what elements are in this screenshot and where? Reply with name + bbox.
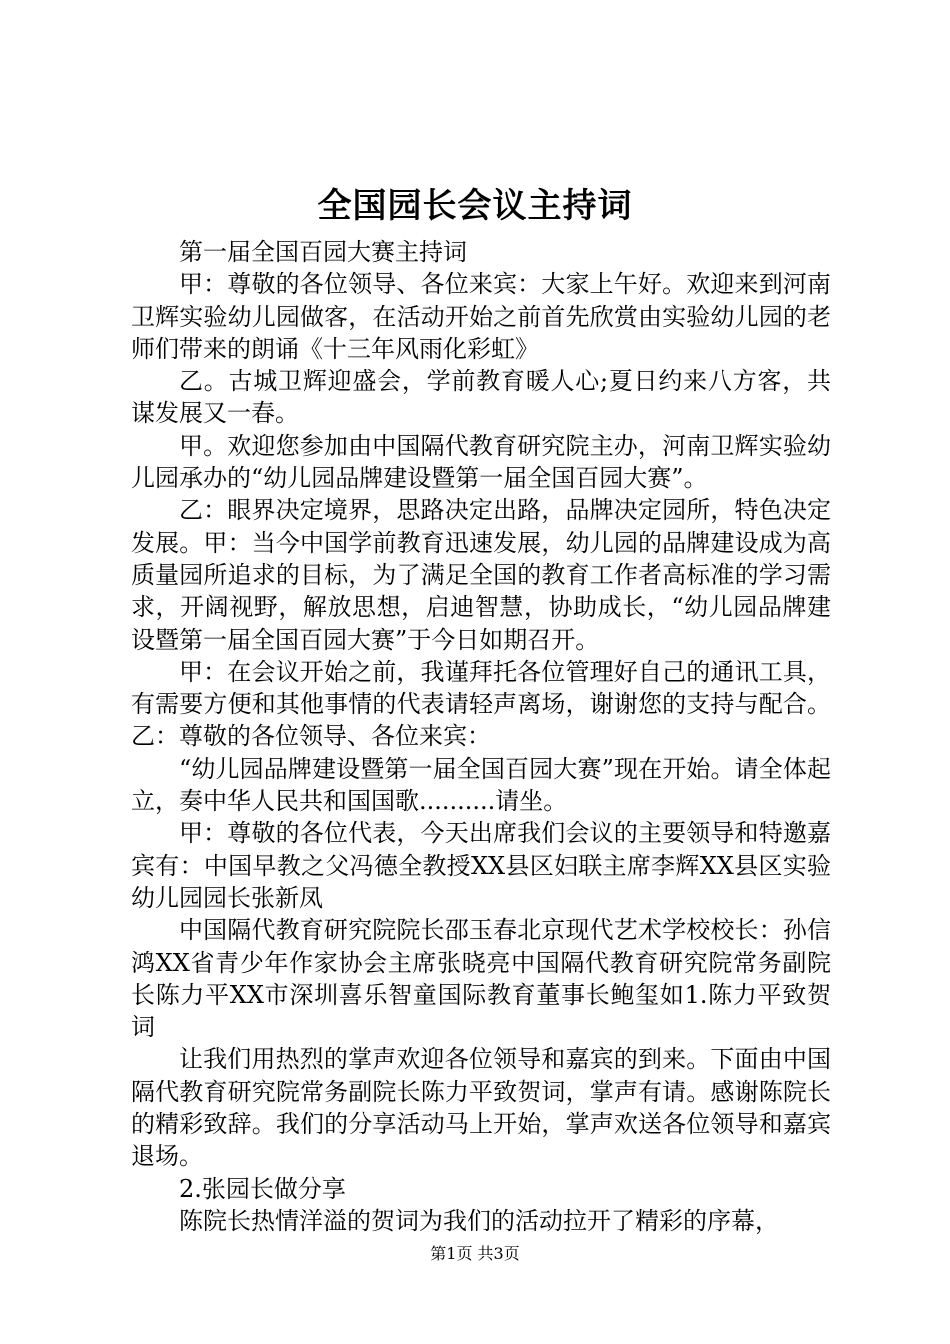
paragraph: 甲。欢迎您参加由中国隔代教育研究院主办，河南卫辉实验幼儿园承办的“幼儿园品牌建设暨第一届全国百园大赛”。 (131, 431, 831, 493)
paragraph: 第一届全国百园大赛主持词 (179, 238, 467, 266)
page-number: 第1页 共3页 (430, 1244, 520, 1263)
page-title: 全国园长会议主持词 (317, 186, 633, 226)
paragraph: 甲：尊敬的各位领导、各位来宾：大家上午好。欢迎来到河南卫辉实验幼儿园做客，在活动开始之前首先欣赏由实验幼儿园的老师们带来的朗诵《十三年风雨化彩虹》 (131, 270, 831, 363)
paragraph: 乙：眼界决定境界，思路决定出路，品牌决定园所，特色决定发展。甲：当今中国学前教育迅速发展，幼儿园的品牌建设成为高质量园所追求的目标，为了满足全国的教育工作者高标准的学习需求，开阔视野，解放思想，启迪智慧，协助成长，“幼儿园品牌建设暨第一届全国百园大赛”于今日如期召开。 (131, 496, 831, 654)
paragraph: 甲：尊敬的各位代表，今天出席我们会议的主要领导和特邀嘉宾有：中国早教之父冯德全教授XX县区妇联主席李辉XX县区实验幼儿园园长张新凤 (131, 819, 831, 912)
paragraph: 乙。古城卫辉迎盛会，学前教育暖人心;夏日约来八方客，共谋发展又一春。 (131, 367, 831, 428)
paragraph: 陈院长热情洋溢的贺词为我们的活动拉开了精彩的序幕， (179, 1206, 779, 1235)
document-body (131, 236, 831, 1237)
paragraph: 中国隔代教育研究院院长邵玉春北京现代艺术学校校长：孙信鸿XX省青少年作家协会主席张晓亮中国隔代教育研究院常务副院长陈力平XX市深圳喜乐智童国际教育董事长鲍玺如1.陈力平致贺词 (131, 916, 831, 1042)
paragraph: “幼儿园品牌建设暨第一届全国百园大赛”现在开始。请全体起立，奏中华人民共和国国歌..........请坐。 (131, 754, 831, 816)
paragraph: 2.张园长做分享 (179, 1174, 346, 1203)
paragraph: 让我们用热烈的掌声欢迎各位领导和嘉宾的到来。下面由中国隔代教育研究院常务副院长陈力平致贺词，掌声有请。感谢陈院长的精彩致辞。我们的分享活动马上开始，掌声欢送各位领导和嘉宾退场。 (131, 1045, 831, 1171)
paragraph: 甲：在会议开始之前，我谨拜托各位管理好自己的通讯工具，有需要方便和其他事情的代表请轻声离场，谢谢您的支持与配合。乙：尊敬的各位领导、各位来宾： (131, 657, 831, 751)
